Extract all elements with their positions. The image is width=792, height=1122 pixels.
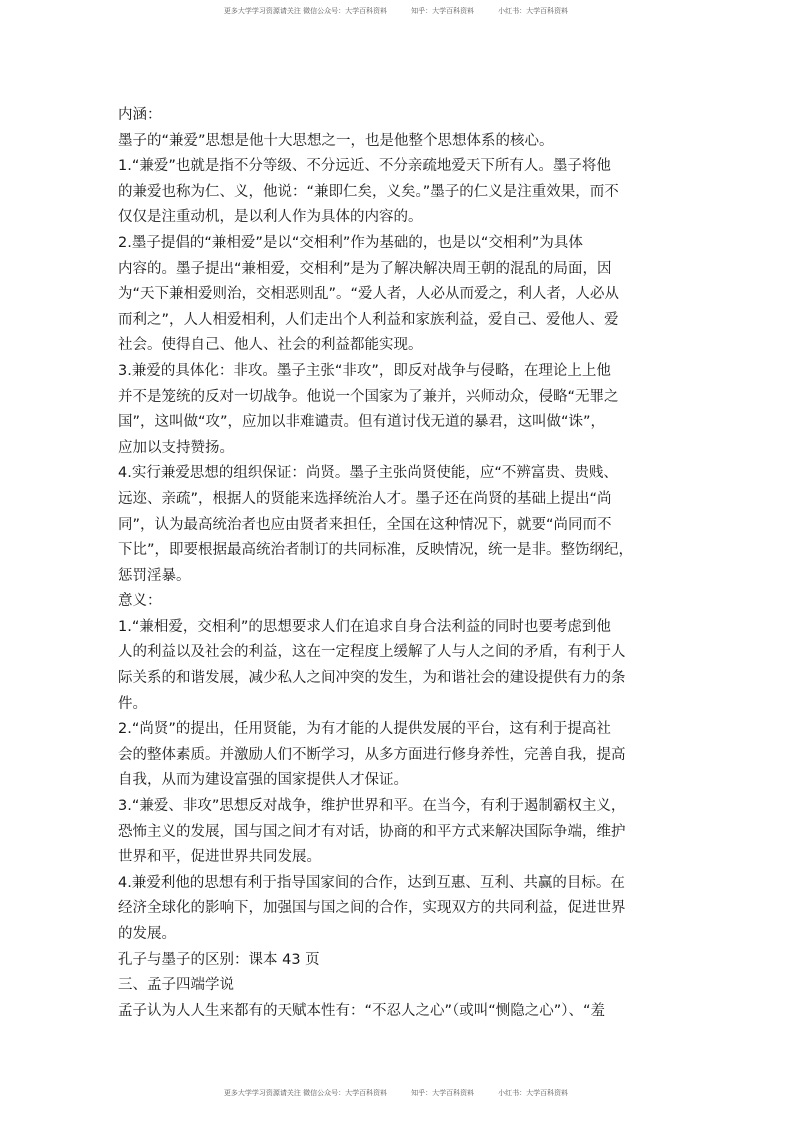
text-line: 并不是笼统的反对一切战争。他说一个国家为了兼并，兴师动众，侵略“无罪之 [118,388,619,405]
footer-banner [0,1088,792,1098]
text-line: 4.兼爱利他的思想有利于指导国家间的合作，达到互惠、互利、共赢的目标。在 [118,874,625,891]
text-line: 内容的。墨子提出“兼相爱，交相利”是为了解决解决周王朝的混乱的局面，因 [118,260,612,277]
text-line: 自我，从而为建设富强的国家提供人才保证。 [118,772,408,789]
text-line: 件。 [118,695,147,712]
text-line: 同”，认为最高统治者也应由贤者来担任，全国在这种情况下，就要“尚同而不 [118,516,612,533]
text-line: 意义： [118,593,162,610]
text-line: 3.“兼爱、非攻”思想反对战争，维护世界和平。在当今，有利于遏制霸权主义， [118,798,626,815]
footer-text-xiaohongshu: 小红书：大学百科资料 [498,1089,569,1097]
text-line: 际关系的和谐发展，减少私人之间冲突的发生，为和谐社会的建设提供有力的条 [118,670,626,687]
text-line: 远迩、亲疏”，根据人的贤能来选择统治人才。墨子还在尚贤的基础上提出“尚 [118,490,612,507]
text-line: 4.实行兼爱思想的组织保证：尚贤。墨子主张尚贤使能，应“不辨富贵、贵贱、 [118,465,618,482]
text-line: 经济全球化的影响下，加强国与国之间的合作，实现双方的共同利益，促进世界 [118,900,626,917]
document-body [118,103,678,1024]
text-line: 的发展。 [118,926,176,942]
text-line: 会的整体素质。并激励人们不断学习，从多方面进行修身养性，完善自我，提高 [118,746,626,763]
text-line: 世界和平，促进世界共同发展。 [118,849,321,866]
text-line: 孔子与墨子的区别：课本 43 页 [118,951,320,968]
text-line: 下比”，即要根据最高统治者制订的共同标准，反映情况，统一是非。整饬纲纪， [118,542,634,559]
text-line: 人的利益以及社会的利益，这在一定程度上缓解了人与人之间的矛盾，有利于人 [118,644,626,661]
text-line: 1.“兼相爱，交相利”的思想要求人们在追求自身合法利益的同时也要考虑到他 [118,618,611,635]
text-line: 孟子认为人人生来都有的天赋本性有：“不忍人之心”（或叫“恻隐之心”）、“羞 [118,1002,606,1019]
text-line: 应加以支持赞扬。 [118,439,234,456]
footer-text-wechat: 更多大学学习资源请关注 微信公众号：大学百科资料 [223,1089,388,1097]
text-line: 而利之”，人人相爱相利，人们走出个人利益和家族利益，爱自己、爱他人、爱 [118,311,619,328]
footer-text-zhihu: 知乎：大学百科资料 [411,1089,475,1097]
text-line: 3.兼爱的具体化：非攻。墨子主张“非攻”，即反对战争与侵略，在理论上上他 [118,362,611,379]
text-line: 2.“尚贤”的提出，任用贤能，为有才能的人提供发展的平台，这有利于提高社 [118,721,611,738]
text-line: 国”，这叫做“攻”，应加以非难谴责。但有道讨伐无道的暴君，这叫做“诛”， [118,414,606,431]
header-banner [0,6,792,16]
header-text-xiaohongshu: 小红书：大学百科资料 [498,7,569,15]
text-line: 为“天下兼相爱则治，交相恶则乱”。“爱人者，人必从而爱之，利人者，人必从 [118,286,620,303]
header-text-zhihu: 知乎：大学百科资料 [411,7,475,15]
text-line: 三、孟子四端学说 [118,977,234,994]
text-line: 的兼爱也称为仁、义，他说：“兼即仁矣，义矣。”墨子的仁义是注重效果，而不 [118,183,619,200]
header-text-wechat: 更多大学学习资源请关注 微信公众号：大学百科资料 [223,7,388,15]
text-line: 内涵： [118,107,162,123]
text-line: 2.墨子提倡的“兼相爱”是以“交相利”作为基础的，也是以“交相利”为具体 [118,234,583,251]
text-line: 惩罚淫暴。 [118,567,191,584]
text-line: 社会。使得自己、他人、社会的利益都能实现。 [118,337,423,354]
text-line: 恐怖主义的发展，国与国之间才有对话，协商的和平方式来解决国际争端，维护 [118,823,626,840]
text-line: 1.“兼爱”也就是指不分等级、不分远近、不分亲疏地爱天下所有人。墨子将他 [118,158,611,175]
text-line: 仅仅是注重动机，是以利人作为具体的内容的。 [118,209,423,226]
text-line: 墨子的“兼爱”思想是他十大思想之一，也是他整个思想体系的核心。 [118,132,554,149]
